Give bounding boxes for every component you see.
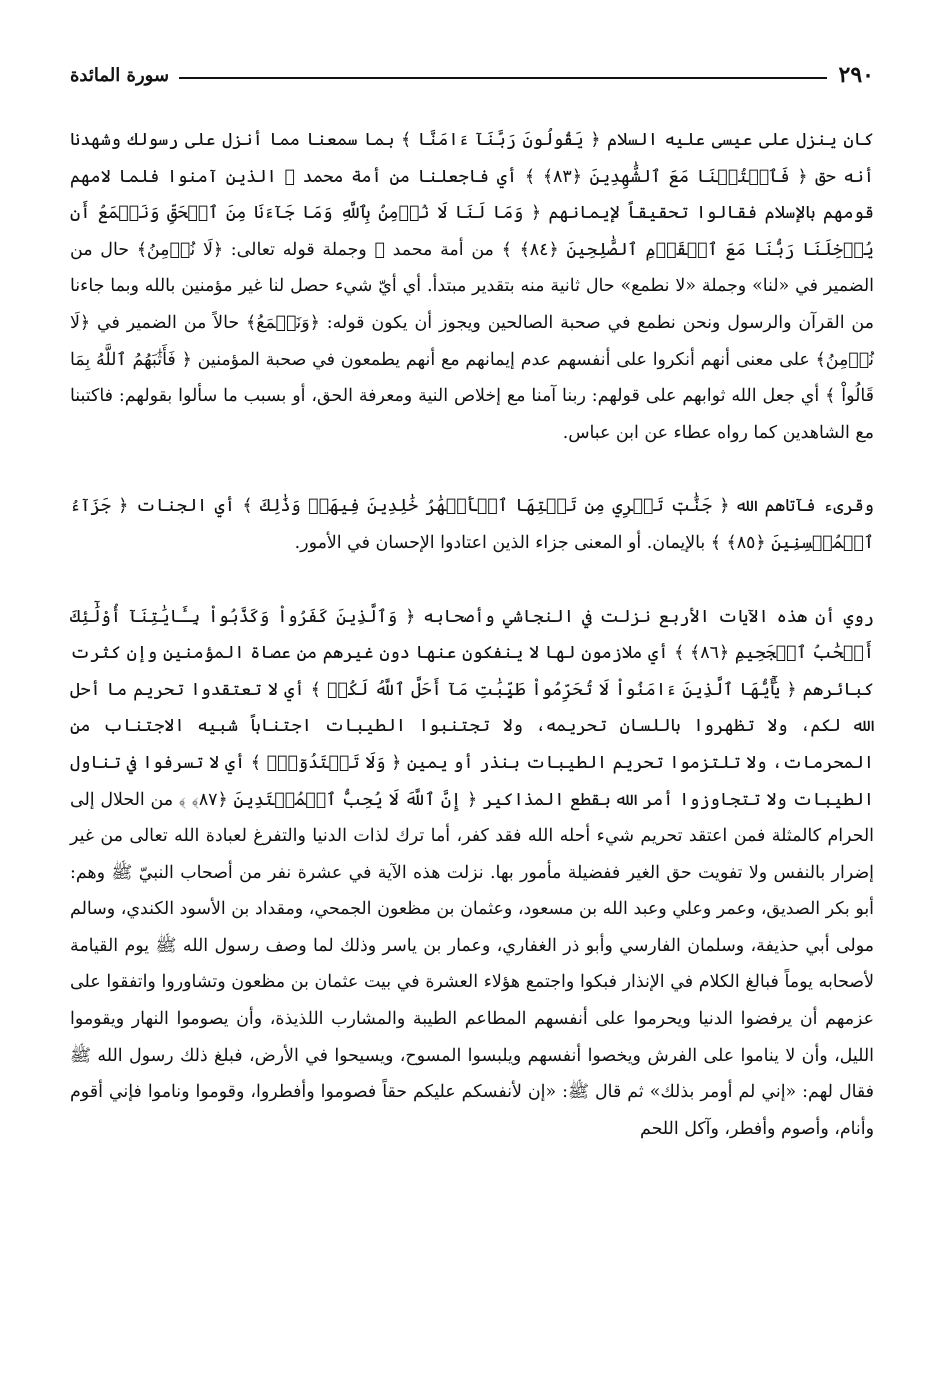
paragraph-2: وقرىء فآتاهم الله ﴿ جَنَّٰتٖ تَجۡرِي مِن تَحۡتِهَا ٱلۡأَنۡهَٰرُ خَٰلِدِينَ فِيهَاۚ وَذَٰلِكَ ﴾ أي الجنات ﴿ جَزَآءُ ٱلۡمُحۡسِنِينَ ﴿٨٥﴾ ﴾ بالإيمان. أو المعنى جزاء الذين اعتادوا الإحسان في الأمور. [70, 496, 874, 553]
paragraph-gap [70, 451, 874, 488]
header-rule [179, 77, 827, 79]
page-header [70, 58, 874, 92]
paragraph-3: روي أن هذه الآيات الأربع نزلت في النجاشي وأصحابه ﴿ وَٱلَّذِينَ كَفَرُواْ وَكَذَّبُواْ بِـَٔايَٰتِنَآ أُوْلَٰٓئِكَ أَصۡحَٰبُ ٱلۡجَحِيمِ ﴿٨٦﴾ ﴾ أي ملازمون لها لا ينفكون عنها دون غيرهم من عصاة المؤمنين وإن كثرت كبائرهم ﴿ يَٰٓأَيُّهَا ٱلَّذِينَ ءَامَنُواْ لَا تُحَرِّمُواْ طَيِّبَٰتِ مَآ أَحَلَّ ٱللَّهُ لَكُمۡ ﴾ أي لا تعتقدوا تحريم ما أحل الله لكم، ولا تظهروا باللسان تحريمه، ولا تجتنبوا الطيبات اجتناباً شبيه الاجتناب من المحرمات، ولا تلتزموا تحريم الطيبات بنذر أو يمين ﴿ وَلَا تَعۡتَدُوٓاْۚ ﴾ أي لا تسرفوا في تناول الطيبات ولا تتجاوزوا أمر الله بقطع المذاكير ﴿ إِنَّ ٱللَّهَ لَا يُحِبُّ ٱلۡمُعۡتَدِينَ ﴿٨٧﴾ ﴾ من الحلال إلى الحرام كالمثلة فمن اعتقد تحريم شيء أحله الله فقد كفر، أما ترك لذات الدنيا والتفرغ لعبادة الله تعالى من غير إضرار بالنفس ولا تفويت حق الغير ففضيلة مأمور بها. نزلت هذه الآية في عشرة نفر من أصحاب النبيّ ﷺ وهم: أبو بكر الصديق، وعمر وعلي وعبد الله بن مسعود، وعثمان بن مظعون الجمحي، ومقداد بن الأسود الكندي، وسالم مولى أبي حذيفة، وسلمان الفارسي وأبو ذر الغفاري، وعمار بن ياسر وذلك لما وصف رسول الله ﷺ يوم القيامة لأصحابه يوماً فبالغ الكلام في الإنذار فبكوا واجتمع هؤلاء العشرة في بيت عثمان بن مظعون وتشاوروا واتفقوا على عزمهم أن يرفضوا الدنيا ويحرموا على أنفسهم المطاعم الطيبة والمشارب اللذيذة، وأن يصوموا النهار ويقوموا الليل، وأن لا يناموا على الفرش ويخصوا أنفسهم ويلبسوا المسوح، ويسيحوا في الأرض، فبلغ ذلك رسول الله ﷺ فقال لهم: «إني لم أومر بذلك» ثم قال ﷺ: «إن لأنفسكم عليكم حقاً فصوموا وأفطروا، وقوموا وناموا فإني أقوم وأنام، وأصوم وأفطر، وآكل اللحم [70, 606, 874, 1139]
paragraph-gap [70, 562, 874, 599]
surah-title: سورة المائدة [70, 64, 170, 86]
page-number: ٢٩٠ [838, 62, 874, 88]
paragraph-1: كان ينزل على عيسى عليه السلام ﴿ يَقُولُونَ رَبَّنَآ ءَامَنَّا ﴾ بما سمعنا مما أنزل على رسولك وشهدنا أنه حق ﴿ فَٱكۡتُبۡنَا مَعَ ٱلشَّٰهِدِينَ ﴿٨٣﴾ ﴾ أي فاجعلنا من أمة محمد ﷺ الذين آمنوا فلما لامهم قومهم بالإسلام فقالوا تحقيقاً لإيمانهم ﴿ وَمَا لَنَا لَا نُؤۡمِنُ بِٱللَّهِ وَمَا جَآءَنَا مِنَ ٱلۡحَقِّ وَنَطۡمَعُ أَن يُدۡخِلَنَا رَبُّنَا مَعَ ٱلۡقَوۡمِ ٱلصَّٰلِحِينَ ﴿٨٤﴾ ﴾ من أمة محمد ﷺ وجملة قوله تعالى: ﴿لَا نُؤۡمِنُ﴾ حال من الضمير في «لنا» وجملة «لا نطمع» حال ثانية منه بتقدير مبتدأ. أي أيّ شيء حصل لنا غير مؤمنين بالله وبما جاءنا من القرآن والرسول ونحن نطمع في صحبة الصالحين ويجوز أن يكون قوله: ﴿وَنَطۡمَعُ﴾ حالاً من الضمير في ﴿لَا نُؤۡمِنُ﴾ على معنى أنهم أنكروا على أنفسهم عدم إيمانهم مع أنهم يطمعون في صحبة المؤمنين ﴿ فَأَثَٰبَهُمُ ٱللَّهُ بِمَا قَالُواْ ﴾ أي جعل الله ثوابهم على قولهم: ربنا آمنا مع إخلاص النية ومعرفة الحق، أو بسبب ما سألوا بقولهم: فاكتبنا مع الشاهدين كما رواه عطاء عن ابن عباس. [70, 130, 874, 443]
body-text [70, 122, 874, 1147]
